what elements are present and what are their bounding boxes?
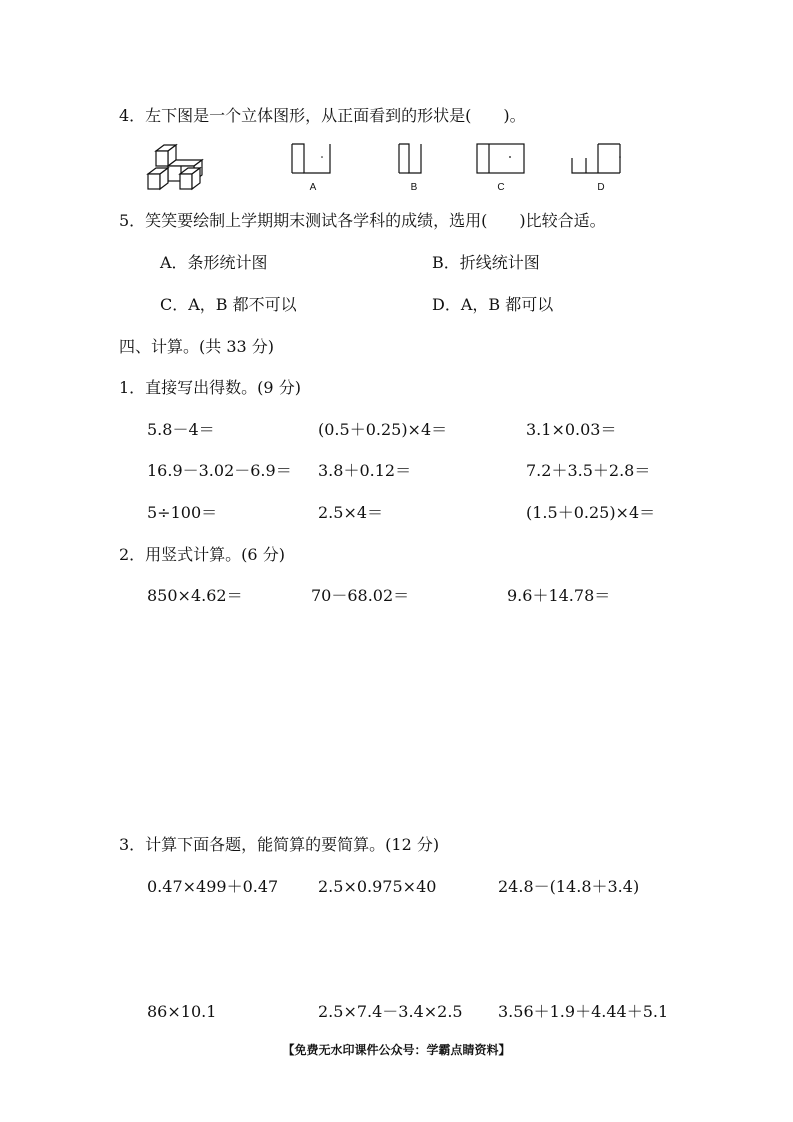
option-a-label: A [309,182,317,193]
question-5-text: 5．笑笑要绘制上学期期末测试各学科的成绩，选用( )比较合适。 [119,211,606,230]
p3-item: 86×10.1 [147,1002,217,1021]
part-1-title: 1．直接写出得数。(9 分) [119,378,301,397]
cube-solid-figure [140,140,215,195]
p3-item: 3.56＋1.9＋4.44＋5.1 [498,1002,669,1021]
p2-item: 9.6＋14.78＝ [507,586,611,605]
p3-item: 2.5×7.4－3.4×2.5 [318,1002,463,1021]
part-3-title: 3．计算下面各题，能简算的要简算。(12 分) [119,835,440,854]
option-d-figure [566,140,626,195]
q5-option-d[interactable]: D．A，B 都可以 [432,295,554,314]
option-b-label: B [410,182,418,193]
section-4-title: 四、计算。(共 33 分) [119,337,275,356]
option-c-figure [472,140,532,195]
option-b-figure [393,140,438,195]
question-4-text: 4．左下图是一个立体图形，从正面看到的形状是( )。 [119,106,526,125]
p1-item: 5÷100＝ [147,503,218,522]
option-d-label: D [597,182,605,193]
p1-item: (0.5＋0.25)×4＝ [318,420,448,439]
p1-item: 7.2＋3.5＋2.8＝ [526,461,651,480]
p1-item: 5.8－4＝ [147,420,215,439]
p2-item: 70－68.02＝ [311,586,410,605]
option-c-label: C [497,182,505,193]
footer-note: 【免费无水印课件公众号：学霸点睛资料】 [282,1043,511,1057]
q5-option-a[interactable]: A．条形统计图 [160,253,268,272]
part-2-title: 2．用竖式计算。(6 分) [119,545,285,564]
q5-option-c[interactable]: C．A，B 都不可以 [160,295,297,314]
p1-item: 2.5×4＝ [318,503,384,522]
p2-item: 850×4.62＝ [147,586,243,605]
p3-item: 0.47×499＋0.47 [147,877,279,896]
p1-item: 3.1×0.03＝ [526,420,617,439]
p3-item: 2.5×0.975×40 [318,877,437,896]
option-a-figure [288,140,348,195]
p1-item: (1.5＋0.25)×4＝ [526,503,656,522]
q5-option-b[interactable]: B．折线统计图 [432,253,540,272]
p3-item: 24.8－(14.8＋3.4) [498,877,640,896]
p1-item: 3.8＋0.12＝ [318,461,412,480]
p1-item: 16.9－3.02－6.9＝ [147,461,292,480]
